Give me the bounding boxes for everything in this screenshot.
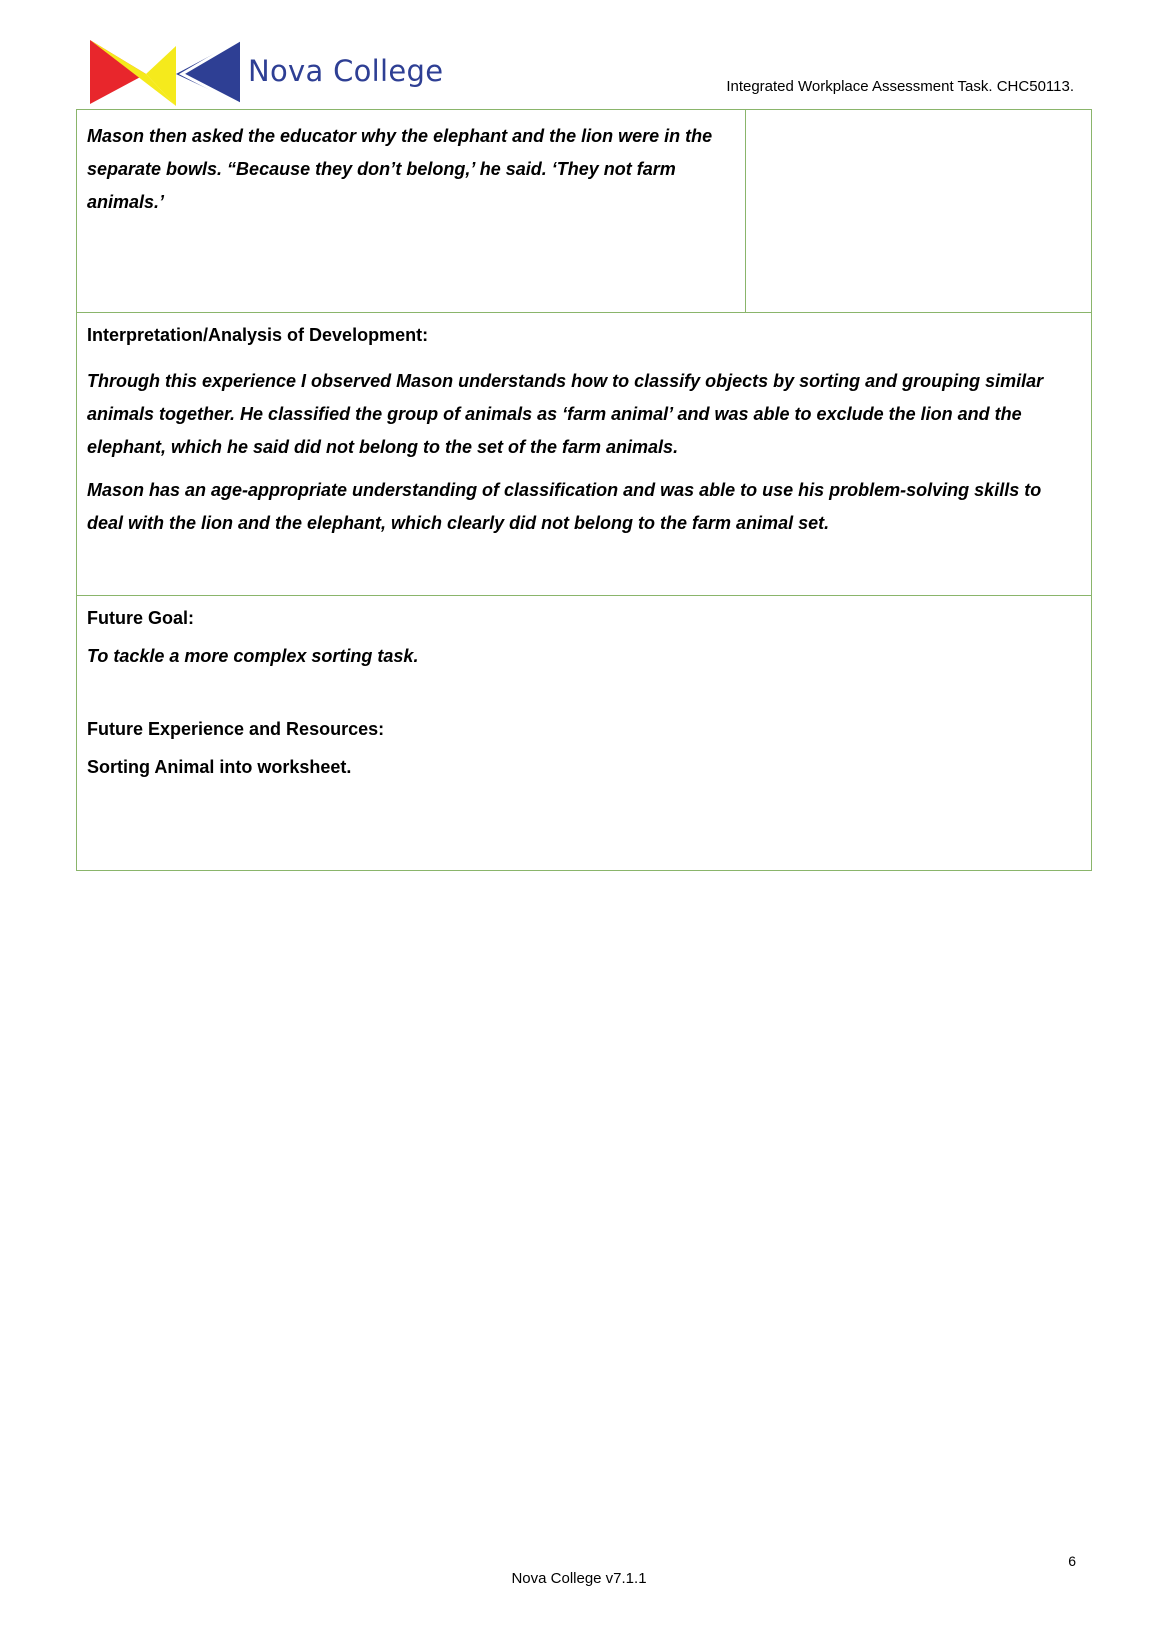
observation-table <box>76 109 1092 871</box>
nova-college-logo <box>88 38 458 112</box>
nova-college-logo-mark-icon <box>88 38 243 112</box>
observation-cell <box>77 110 746 312</box>
future-goal-text: To tackle a more complex sorting task. <box>87 646 419 666</box>
header-title: Integrated Workplace Assessment Task. CHC50113. <box>726 78 1074 95</box>
empty-cell <box>746 110 1091 312</box>
future-goal-row <box>77 596 1091 870</box>
analysis-paragraph-1: Through this experience I observed Mason understands how to classify objects by sorting and grouping similar animals together. He classified the group of animals as ‘farm animal’ and was able to exclude the lion and the elephant, which he said did not belong to the set of the farm animals. <box>87 371 1044 457</box>
observation-row <box>77 110 1091 313</box>
page-number: 6 <box>1068 1553 1076 1569</box>
logo-text: Nova College <box>248 54 444 88</box>
future-experience-label: Future Experience and Resources: <box>87 719 385 739</box>
observation-text: Mason then asked the educator why the elephant and the lion were in the separate bowls. “Because they don’t belong,’ he said. ‘They not farm animals.’ <box>87 126 713 212</box>
analysis-paragraph-2: Mason has an age-appropriate understanding of classification and was able to use his problem-solving skills to deal with the lion and the elephant, which clearly did not belong to the farm animal set. <box>87 480 1042 533</box>
future-goal-label: Future Goal: <box>87 608 194 628</box>
future-experience-text: Sorting Animal into worksheet. <box>87 757 352 777</box>
analysis-row <box>77 313 1091 596</box>
analysis-label: Interpretation/Analysis of Development: <box>87 325 429 345</box>
footer-version: Nova College v7.1.1 <box>511 1570 647 1587</box>
